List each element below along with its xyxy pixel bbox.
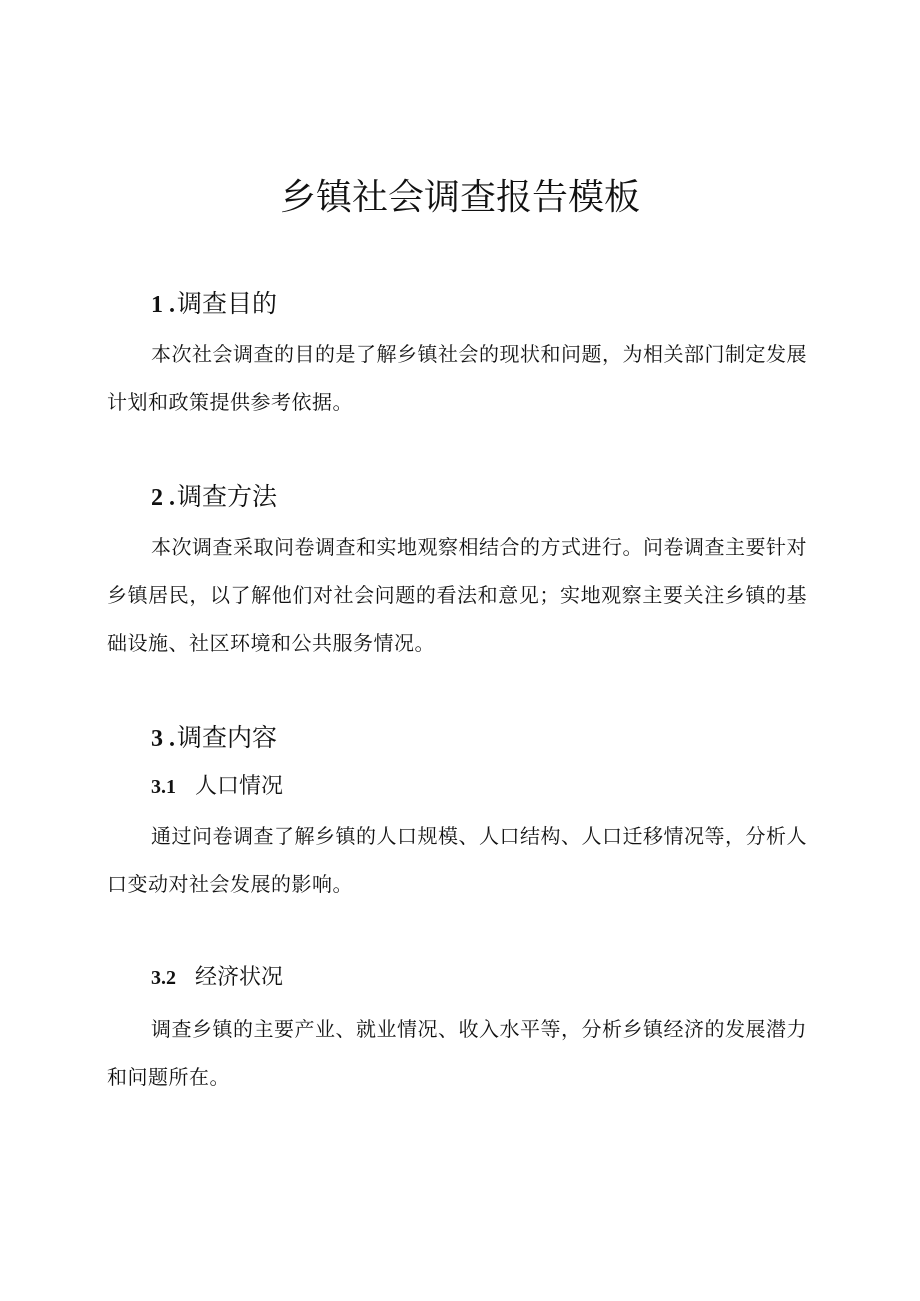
section-title: 调查方法 <box>177 482 278 511</box>
section-title: 调查目的 <box>177 289 278 318</box>
subsection-number: 3.2 <box>151 967 176 989</box>
document-title: 乡镇社会调查报告模板 <box>279 177 640 218</box>
subsection-heading-3-2 <box>151 962 283 994</box>
section-title: 调查内容 <box>177 723 278 752</box>
section-heading-1 <box>151 286 277 323</box>
subsection-number: 3.1 <box>151 776 176 798</box>
section-number: 1 . <box>151 292 175 318</box>
section-number: 2 . <box>151 485 175 511</box>
subsection-title: 经济状况 <box>195 965 284 990</box>
section-number: 3 . <box>151 726 175 752</box>
section-body-1: 本次社会调查的目的是了解乡镇社会的现状和问题，为相关部门制定发展计划和政策提供参考依据。 <box>107 342 807 414</box>
section-heading-3 <box>151 720 277 757</box>
subsection-title: 人口情况 <box>195 774 284 799</box>
section-body-2: 本次调查采取问卷调查和实地观察相结合的方式进行。问卷调查主要针对乡镇居民，以了解他们对社会问题的看法和意见；实地观察主要关注乡镇的基础设施、社区环境和公共服务情况。 <box>107 535 807 655</box>
section-heading-2 <box>151 479 277 516</box>
subsection-body-3-2: 调查乡镇的主要产业、就业情况、收入水平等，分析乡镇经济的发展潜力和问题所在。 <box>107 1017 807 1089</box>
subsection-body-3-1: 通过问卷调查了解乡镇的人口规模、人口结构、人口迁移情况等，分析人口变动对社会发展的影响。 <box>107 824 807 896</box>
subsection-heading-3-1 <box>151 771 283 803</box>
